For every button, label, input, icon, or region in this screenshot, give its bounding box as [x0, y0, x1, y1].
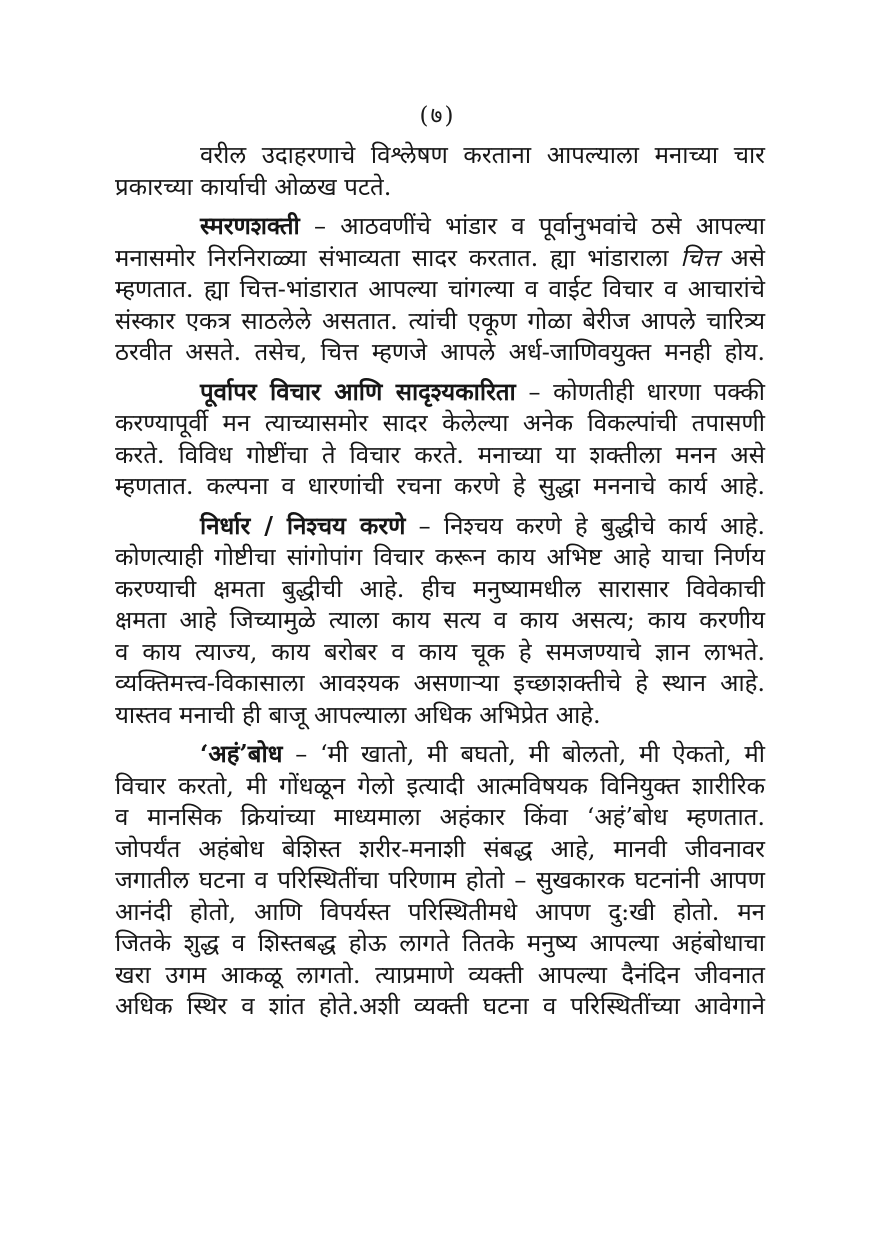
body-text: आनंदी होतो, आणि विपर्यस्त परिस्थितीमधे आपण दु:खी होतो. मन	[115, 897, 765, 926]
body-text: विचार करतो, मी गोंधळून गेलो इत्यादी आत्मविषयक विनियुक्त शारीरिक	[115, 771, 765, 800]
text-line	[115, 928, 765, 960]
body-text: संस्कार एकत्र साठलेले असतात. त्यांची एकूण गोळा बेरीज आपले चारित्र्य	[115, 306, 765, 335]
paragraph	[115, 738, 765, 1023]
text-line	[115, 408, 765, 440]
body-text: करण्यापूर्वी मन त्याच्यासमोर सादर केलेल्या अनेक विकल्पांची तपासणी	[115, 409, 765, 437]
text-line	[115, 802, 765, 834]
text-line	[115, 574, 765, 606]
paragraph	[115, 140, 765, 203]
body-text: – निश्चय करणे हे बुद्धीचे कार्य आहे.	[405, 511, 765, 540]
text-line	[115, 738, 765, 771]
text-line	[115, 897, 765, 929]
text-line	[115, 440, 765, 472]
body-text: व्यक्तिमत्त्व-विकासाला आवश्यक असणाऱ्या इच्छाशक्तीचे हे स्थान आहे.	[115, 669, 765, 697]
body-text: करते. विविध गोष्टींचा ते विचार करते. मनाच्या या शक्तीला मनन असे	[115, 440, 765, 469]
body-text: प्रकारच्या कार्याची ओळख पटते.	[115, 172, 392, 201]
text-line	[115, 637, 765, 669]
heading-lead-text: पूर्वापर विचार आणि सादृश्यकारिता	[200, 376, 516, 406]
body-text: मनासमोर निरनिराळ्या संभाव्यता सादर करतात. ह्या भांडाराला	[115, 243, 681, 272]
body-text: यास्तव मनाची ही बाजू आपल्याला अधिक अभिप्रेत आहे.	[115, 700, 601, 729]
body-text: असे	[718, 243, 765, 272]
text-line	[115, 210, 765, 243]
body-text: – आठवणींचे भांडार व पूर्वानुभवांचे ठसे आपल्या	[299, 212, 765, 240]
heading-lead-text: ‘अहं’बोध	[200, 739, 283, 768]
body-text: करण्याची क्षमता बुद्धीची आहे. हीच मनुष्यामधील सारासार विवेकाची	[115, 574, 765, 603]
body-text: खरा उगम आकळू लागतो. त्याप्रमाणे व्यक्ती आपल्या दैनंदिन जीवनात	[115, 960, 765, 989]
italic-term-text: चित्त	[680, 243, 719, 272]
text-line	[115, 700, 765, 732]
body-text: व काय त्याज्य, काय बरोबर व काय चूक हे समजण्याचे ज्ञान लाभते.	[115, 637, 765, 666]
body-text: कोणत्याही गोष्टीचा सांगोपांग विचार करून काय अभिष्ट आहे याचा निर्णय	[115, 543, 765, 571]
heading-lead-text: स्मरणशक्ती	[200, 211, 300, 240]
text-line	[115, 376, 765, 409]
body-text: क्षमता आहे जिच्यामुळे त्याला काय सत्य व काय असत्य; काय करणीय	[115, 606, 765, 634]
body-text: व मानसिक क्रियांच्या माध्यमाला अहंकार किंवा ‘अहं’बोध म्हणतात.	[115, 803, 765, 831]
text-line	[115, 771, 765, 803]
text-line	[115, 306, 765, 338]
body-text: जगातील घटना व परिस्थितींचा परिणाम होतो – सुखकारक घटनांनी आपण	[115, 866, 765, 894]
text-line	[115, 172, 765, 204]
text-line	[115, 865, 765, 897]
text-line	[115, 510, 765, 543]
text-line	[115, 991, 765, 1023]
text-line	[115, 471, 765, 503]
text-line	[115, 140, 765, 172]
text-line	[115, 274, 765, 306]
body-text: – कोणतीही धारणा पक्की	[515, 377, 765, 406]
text-line	[115, 243, 765, 275]
paragraph	[115, 210, 765, 369]
text-line	[115, 960, 765, 992]
body-text: जोपर्यंत अहंबोध बेशिस्त शरीर-मनाशी संबद्ध आहे, मानवी जीवनावर	[115, 834, 765, 863]
text-line	[115, 605, 765, 637]
body-text: म्हणतात. कल्पना व धारणांची रचना करणे हे सुद्धा मननाचे कार्य आहे.	[115, 472, 765, 500]
body-text: जितके शुद्ध व शिस्तबद्ध होऊ लागते तितके मनुष्य आपल्या अहंबोधाचा	[115, 929, 765, 957]
body-text: म्हणतात. ह्या चित्त-भांडारात आपल्या चांगल्या व वाईट विचार व आचारांचे	[115, 275, 765, 303]
body-text: वरील उदाहरणाचे विश्लेषण करताना आपल्याला मनाच्या चार	[200, 141, 765, 169]
paragraph	[115, 376, 765, 503]
page-number: (७)	[419, 103, 456, 129]
text-line	[115, 542, 765, 574]
paragraph	[115, 510, 765, 732]
heading-lead-text: निर्धार / निश्चय करणे	[200, 510, 406, 540]
text-line	[115, 834, 765, 866]
body-text: ठरवीत असते. तसेच, चित्त म्हणजे आपले अर्ध-जाणिवयुक्त मनही होय.	[115, 338, 765, 366]
text-line	[115, 337, 765, 369]
text-block	[115, 140, 765, 1023]
text-line	[115, 668, 765, 700]
body-text: – ‘मी खातो, मी बघतो, मी बोलतो, मी ऐकतो, मी	[282, 740, 765, 768]
body-text: अधिक स्थिर व शांत होते.अशी व्यक्ती घटना व परिस्थितींच्या आवेगाने	[115, 992, 765, 1020]
